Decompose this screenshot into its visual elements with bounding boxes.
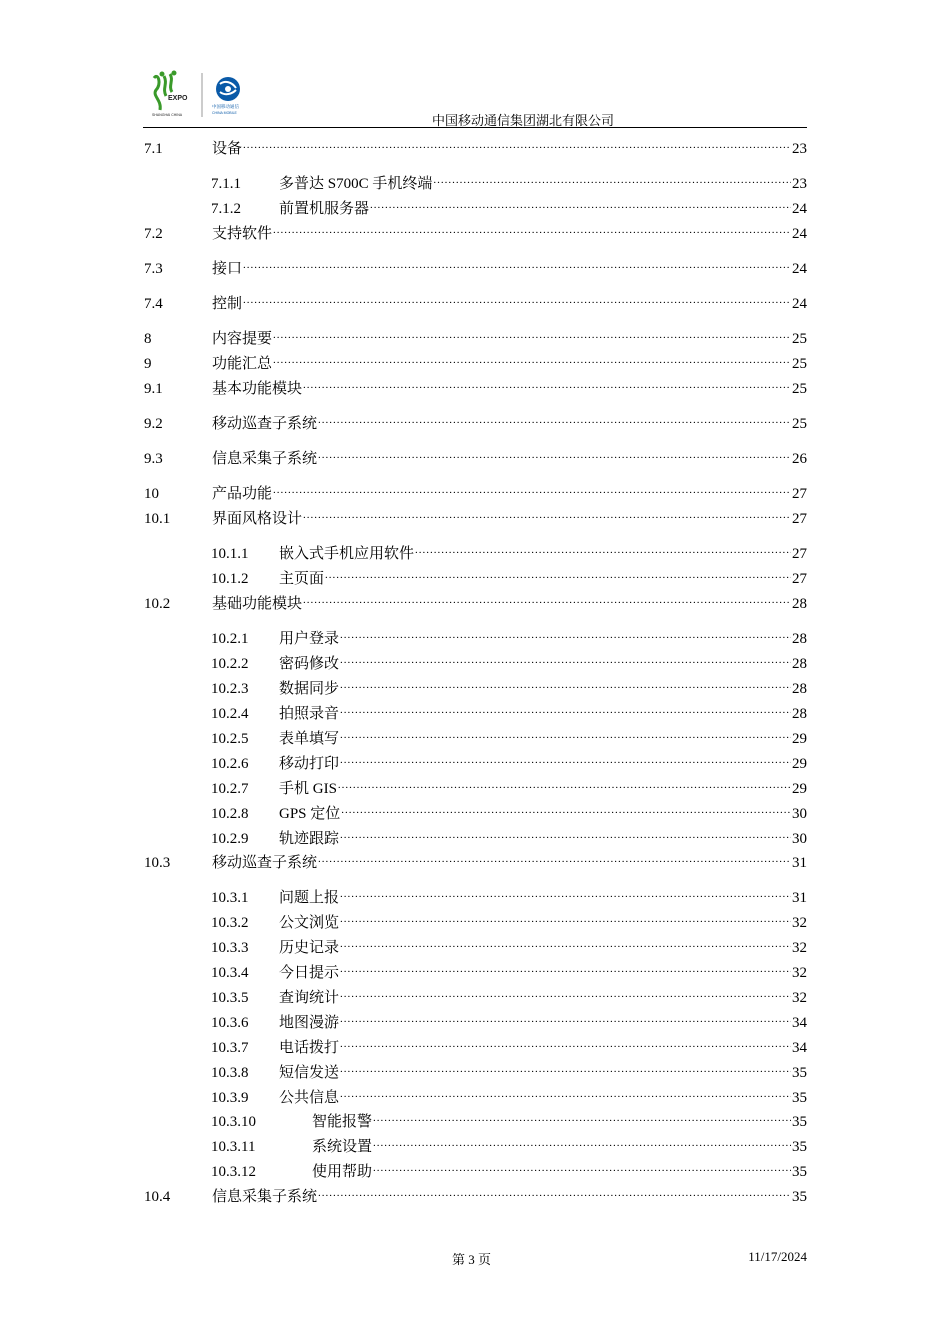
- toc-dot-leader: [340, 625, 791, 643]
- toc-entry-number: 10.3.2: [211, 915, 249, 931]
- toc-entry-number: 10.4: [144, 1189, 171, 1205]
- toc-entry-number: 10.2: [144, 596, 171, 612]
- toc-entry-title[interactable]: 内容提要: [212, 331, 273, 347]
- toc-entry-title[interactable]: 产品功能: [212, 486, 273, 502]
- toc-entry[interactable]: [211, 934, 807, 957]
- toc-entry-number: 10.2.1: [211, 631, 249, 647]
- toc-entry[interactable]: [211, 825, 807, 848]
- header-rule: [143, 127, 807, 128]
- toc-entry-number: 10.2.4: [211, 706, 249, 722]
- toc-entry-title[interactable]: 历史记录: [279, 940, 340, 956]
- toc-entry-page: 27: [792, 546, 807, 562]
- toc-entry-page: 32: [792, 915, 807, 931]
- toc-entry[interactable]: [211, 1059, 807, 1082]
- toc-entry-number: 7.1.2: [211, 201, 241, 217]
- toc-entry-number: 10.2.5: [211, 731, 249, 747]
- toc-entry[interactable]: [211, 170, 807, 193]
- toc-entry[interactable]: [144, 325, 807, 348]
- toc-entry-page: 29: [792, 731, 807, 747]
- toc-entry-title[interactable]: 今日提示: [279, 965, 340, 981]
- toc-entry-page: 24: [792, 261, 807, 277]
- toc-entry-title[interactable]: 移动巡查子系统: [212, 416, 318, 432]
- toc-entry[interactable]: [211, 700, 807, 723]
- header-logos: [150, 70, 260, 120]
- toc-entry[interactable]: [211, 775, 807, 798]
- toc-entry-title[interactable]: 支持软件: [212, 226, 273, 242]
- toc-entry-title[interactable]: 问题上报: [279, 890, 340, 906]
- toc-dot-leader: [340, 909, 791, 927]
- toc-entry[interactable]: [144, 590, 807, 613]
- toc-entry-title[interactable]: 公共信息: [279, 1090, 340, 1106]
- svg-text:EXPO: EXPO: [168, 95, 188, 102]
- toc-entry-page: 35: [792, 1164, 807, 1180]
- toc-entry-page: 32: [792, 990, 807, 1006]
- toc-dot-leader: [318, 1183, 791, 1201]
- toc-entry[interactable]: [144, 410, 807, 433]
- toc-dot-leader: [325, 565, 791, 583]
- toc-entry-page: 30: [792, 831, 807, 847]
- toc-entry[interactable]: [211, 884, 807, 907]
- toc-entry[interactable]: [144, 220, 807, 243]
- toc-dot-leader: [340, 750, 791, 768]
- toc-entry-page: 28: [792, 681, 807, 697]
- toc-entry-page: 23: [792, 141, 807, 157]
- toc-entry[interactable]: [144, 849, 807, 872]
- toc-entry[interactable]: [144, 480, 807, 503]
- toc-entry-number: 7.3: [144, 261, 163, 277]
- toc-entry-title[interactable]: 密码修改: [279, 656, 340, 672]
- toc-entry-title[interactable]: 信息采集子系统: [212, 1189, 318, 1205]
- toc-entry-number: 10.3.9: [211, 1090, 249, 1106]
- toc-entry-number: 10.1: [144, 511, 171, 527]
- toc-entry-number: 10.2.9: [211, 831, 249, 847]
- toc-entry[interactable]: [211, 1084, 807, 1107]
- toc-dot-leader: [303, 375, 791, 393]
- toc-entry-title[interactable]: 移动打印: [279, 756, 340, 772]
- toc-entry-title[interactable]: 主页面: [279, 571, 325, 587]
- toc-entry-title[interactable]: 电话拨打: [279, 1040, 340, 1056]
- toc-entry-title[interactable]: 控制: [212, 296, 243, 312]
- toc-entry-page: 25: [792, 416, 807, 432]
- toc-entry-title[interactable]: 表单填写: [279, 731, 340, 747]
- toc-entry-title[interactable]: 短信发送: [279, 1065, 340, 1081]
- toc-entry-page: 27: [792, 486, 807, 502]
- toc-dot-leader: [340, 934, 791, 952]
- toc-entry[interactable]: [211, 1108, 807, 1131]
- toc-entry-page: 35: [792, 1114, 807, 1130]
- toc-entry[interactable]: [144, 350, 807, 373]
- toc-entry-title[interactable]: 使用帮助: [312, 1164, 373, 1180]
- toc-entry-title[interactable]: 数据同步: [279, 681, 340, 697]
- toc-entry-number: 10: [144, 486, 159, 502]
- toc-dot-leader: [340, 675, 791, 693]
- toc-entry-title[interactable]: 信息采集子系统: [212, 451, 318, 467]
- toc-entry-page: 35: [792, 1065, 807, 1081]
- toc-entry[interactable]: [144, 505, 807, 528]
- toc-dot-leader: [373, 1133, 791, 1151]
- toc-entry-number: 9.2: [144, 416, 163, 432]
- toc-dot-leader: [318, 849, 791, 867]
- svg-text:SHANGHAI CHINA: SHANGHAI CHINA: [152, 113, 183, 117]
- toc-entry-page: 23: [792, 176, 807, 192]
- toc-entry-title[interactable]: 功能汇总: [212, 356, 273, 372]
- toc-entry-page: 32: [792, 940, 807, 956]
- toc-entry-title[interactable]: 轨迹跟踪: [279, 831, 340, 847]
- toc-entry[interactable]: [144, 135, 807, 158]
- toc-entry[interactable]: [211, 1158, 807, 1181]
- toc-entry-page: 28: [792, 631, 807, 647]
- footer-page-number: 第 3 页: [452, 1252, 492, 1267]
- toc-dot-leader: [340, 825, 791, 843]
- toc-entry-page: 27: [792, 511, 807, 527]
- toc-entry-number: 10.1.2: [211, 571, 249, 587]
- toc-entry[interactable]: [211, 540, 807, 563]
- toc-entry-page: 24: [792, 201, 807, 217]
- toc-dot-leader: [303, 590, 791, 608]
- toc-entry-title[interactable]: 基础功能模块: [212, 596, 303, 612]
- toc-entry-page: 25: [792, 331, 807, 347]
- toc-entry-title[interactable]: 公文浏览: [279, 915, 340, 931]
- toc-dot-leader: [340, 1034, 791, 1052]
- toc-entry-number: 10.3: [144, 855, 171, 871]
- footer-date: 11/17/2024: [748, 1249, 807, 1264]
- toc-dot-leader: [273, 480, 791, 498]
- toc-entry-number: 10.3.12: [211, 1164, 256, 1180]
- toc-entry-title[interactable]: 接口: [212, 261, 243, 277]
- toc-dot-leader: [415, 540, 791, 558]
- toc-entry-title[interactable]: 系统设置: [312, 1139, 373, 1155]
- toc-entry-title[interactable]: 智能报警: [312, 1114, 373, 1130]
- toc-entry[interactable]: [144, 1183, 807, 1206]
- toc-entry-page: 35: [792, 1139, 807, 1155]
- company-name: 中国移动通信集团湖北有限公司: [432, 113, 615, 128]
- toc-entry[interactable]: [211, 800, 807, 823]
- toc-entry[interactable]: [144, 255, 807, 278]
- toc-entry-page: 35: [792, 1090, 807, 1106]
- toc-entry[interactable]: [211, 195, 807, 218]
- toc-entry-number: 10.3.1: [211, 890, 249, 906]
- toc-entry-page: 30: [792, 806, 807, 822]
- toc-dot-leader: [340, 1084, 791, 1102]
- toc-entry-page: 26: [792, 451, 807, 467]
- toc-dot-leader: [340, 650, 791, 668]
- toc-dot-leader: [433, 170, 791, 188]
- toc-entry[interactable]: [211, 650, 807, 673]
- toc-entry-title[interactable]: 嵌入式手机应用软件: [279, 546, 415, 562]
- toc-entry-number: 10.1.1: [211, 546, 249, 562]
- toc-dot-leader: [273, 220, 791, 238]
- toc-dot-leader: [340, 700, 791, 718]
- toc-dot-leader: [370, 195, 791, 213]
- expo-logo-icon: [150, 70, 260, 120]
- toc-entry-page: 24: [792, 296, 807, 312]
- toc-entry-page: 35: [792, 1189, 807, 1205]
- toc-entry-number: 10.3.7: [211, 1040, 249, 1056]
- toc-entry-title[interactable]: 用户登录: [279, 631, 340, 647]
- toc-entry-page: 28: [792, 656, 807, 672]
- toc-entry-number: 9: [144, 356, 152, 372]
- toc-entry-number: 10.2.2: [211, 656, 249, 672]
- toc-entry-page: 24: [792, 226, 807, 242]
- toc-dot-leader: [273, 350, 791, 368]
- toc-entry-number: 10.3.8: [211, 1065, 249, 1081]
- toc-entry-title[interactable]: 拍照录音: [279, 706, 340, 722]
- toc-entry-page: 32: [792, 965, 807, 981]
- toc-entry-number: 7.2: [144, 226, 163, 242]
- toc-dot-leader: [340, 1009, 791, 1027]
- toc-entry-page: 29: [792, 756, 807, 772]
- toc-dot-leader: [338, 775, 791, 793]
- toc-entry-title[interactable]: 查询统计: [279, 990, 340, 1006]
- toc-dot-leader: [273, 325, 791, 343]
- toc-entry[interactable]: [211, 909, 807, 932]
- toc-entry[interactable]: [211, 750, 807, 773]
- toc-dot-leader: [243, 255, 791, 273]
- toc-dot-leader: [373, 1108, 791, 1126]
- toc-entry[interactable]: [211, 625, 807, 648]
- toc-entry-number: 10.3.6: [211, 1015, 249, 1031]
- toc-entry-number: 9.3: [144, 451, 163, 467]
- toc-entry-page: 28: [792, 596, 807, 612]
- svg-text:CHINA MOBILE: CHINA MOBILE: [212, 111, 237, 115]
- toc-entry-number: 7.4: [144, 296, 163, 312]
- toc-entry-number: 10.3.3: [211, 940, 249, 956]
- toc-entry-title[interactable]: 前置机服务器: [279, 201, 370, 217]
- toc-entry[interactable]: [211, 725, 807, 748]
- toc-dot-leader: [340, 959, 791, 977]
- toc-entry-number: 10.2.8: [211, 806, 249, 822]
- toc-dot-leader: [243, 135, 791, 153]
- china-mobile-logo-icon: [216, 77, 240, 101]
- toc-entry-title[interactable]: 手机 GIS: [279, 781, 337, 797]
- toc-entry-page: 27: [792, 571, 807, 587]
- toc-entry-title[interactable]: 基本功能模块: [212, 381, 303, 397]
- toc-entry-number: 7.1.1: [211, 176, 241, 192]
- toc-dot-leader: [243, 290, 791, 308]
- toc-entry[interactable]: [211, 984, 807, 1007]
- toc-dot-leader: [341, 800, 791, 818]
- toc-dot-leader: [373, 1158, 791, 1176]
- toc-entry[interactable]: [144, 445, 807, 468]
- toc-entry-number: 10.2.6: [211, 756, 249, 772]
- toc-dot-leader: [340, 984, 791, 1002]
- toc-entry-page: 34: [792, 1015, 807, 1031]
- toc-entry[interactable]: [211, 675, 807, 698]
- toc-entry-page: 31: [792, 890, 807, 906]
- toc-entry-title[interactable]: 界面风格设计: [212, 511, 303, 527]
- toc-entry-number: 9.1: [144, 381, 163, 397]
- toc-entry-page: 34: [792, 1040, 807, 1056]
- toc-entry[interactable]: [211, 1009, 807, 1032]
- toc-entry-page: 28: [792, 706, 807, 722]
- svg-text:中国移动通信: 中国移动通信: [212, 105, 239, 110]
- toc-dot-leader: [318, 410, 791, 428]
- toc-entry[interactable]: [144, 375, 807, 398]
- toc-entry-number: 10.2.7: [211, 781, 249, 797]
- toc-entry-page: 31: [792, 855, 807, 871]
- toc-entry-title[interactable]: 地图漫游: [279, 1015, 340, 1031]
- toc-entry-page: 25: [792, 356, 807, 372]
- toc-entry-number: 8: [144, 331, 152, 347]
- toc-entry-number: 10.2.3: [211, 681, 249, 697]
- toc-entry-page: 29: [792, 781, 807, 797]
- toc-dot-leader: [340, 884, 791, 902]
- toc-dot-leader: [340, 725, 791, 743]
- toc-entry-number: 10.3.10: [211, 1114, 256, 1130]
- toc-entry[interactable]: [211, 1133, 807, 1156]
- toc-entry-number: 10.3.4: [211, 965, 249, 981]
- toc-dot-leader: [318, 445, 791, 463]
- toc-entry-title[interactable]: GPS 定位: [279, 806, 341, 822]
- toc-dot-leader: [340, 1059, 791, 1077]
- toc-entry-number: 10.3.11: [211, 1139, 256, 1155]
- toc-entry[interactable]: [144, 290, 807, 313]
- toc-entry-number: 10.3.5: [211, 990, 249, 1006]
- toc-entry-page: 25: [792, 381, 807, 397]
- toc-entry-title[interactable]: 设备: [212, 141, 243, 157]
- toc-entry-title[interactable]: 多普达 S700C 手机终端: [279, 176, 433, 192]
- toc-entry[interactable]: [211, 959, 807, 982]
- toc-entry[interactable]: [211, 1034, 807, 1057]
- toc-entry[interactable]: [211, 565, 807, 588]
- toc-dot-leader: [303, 505, 791, 523]
- toc-entry-title[interactable]: 移动巡查子系统: [212, 855, 318, 871]
- toc-entry-number: 7.1: [144, 141, 163, 157]
